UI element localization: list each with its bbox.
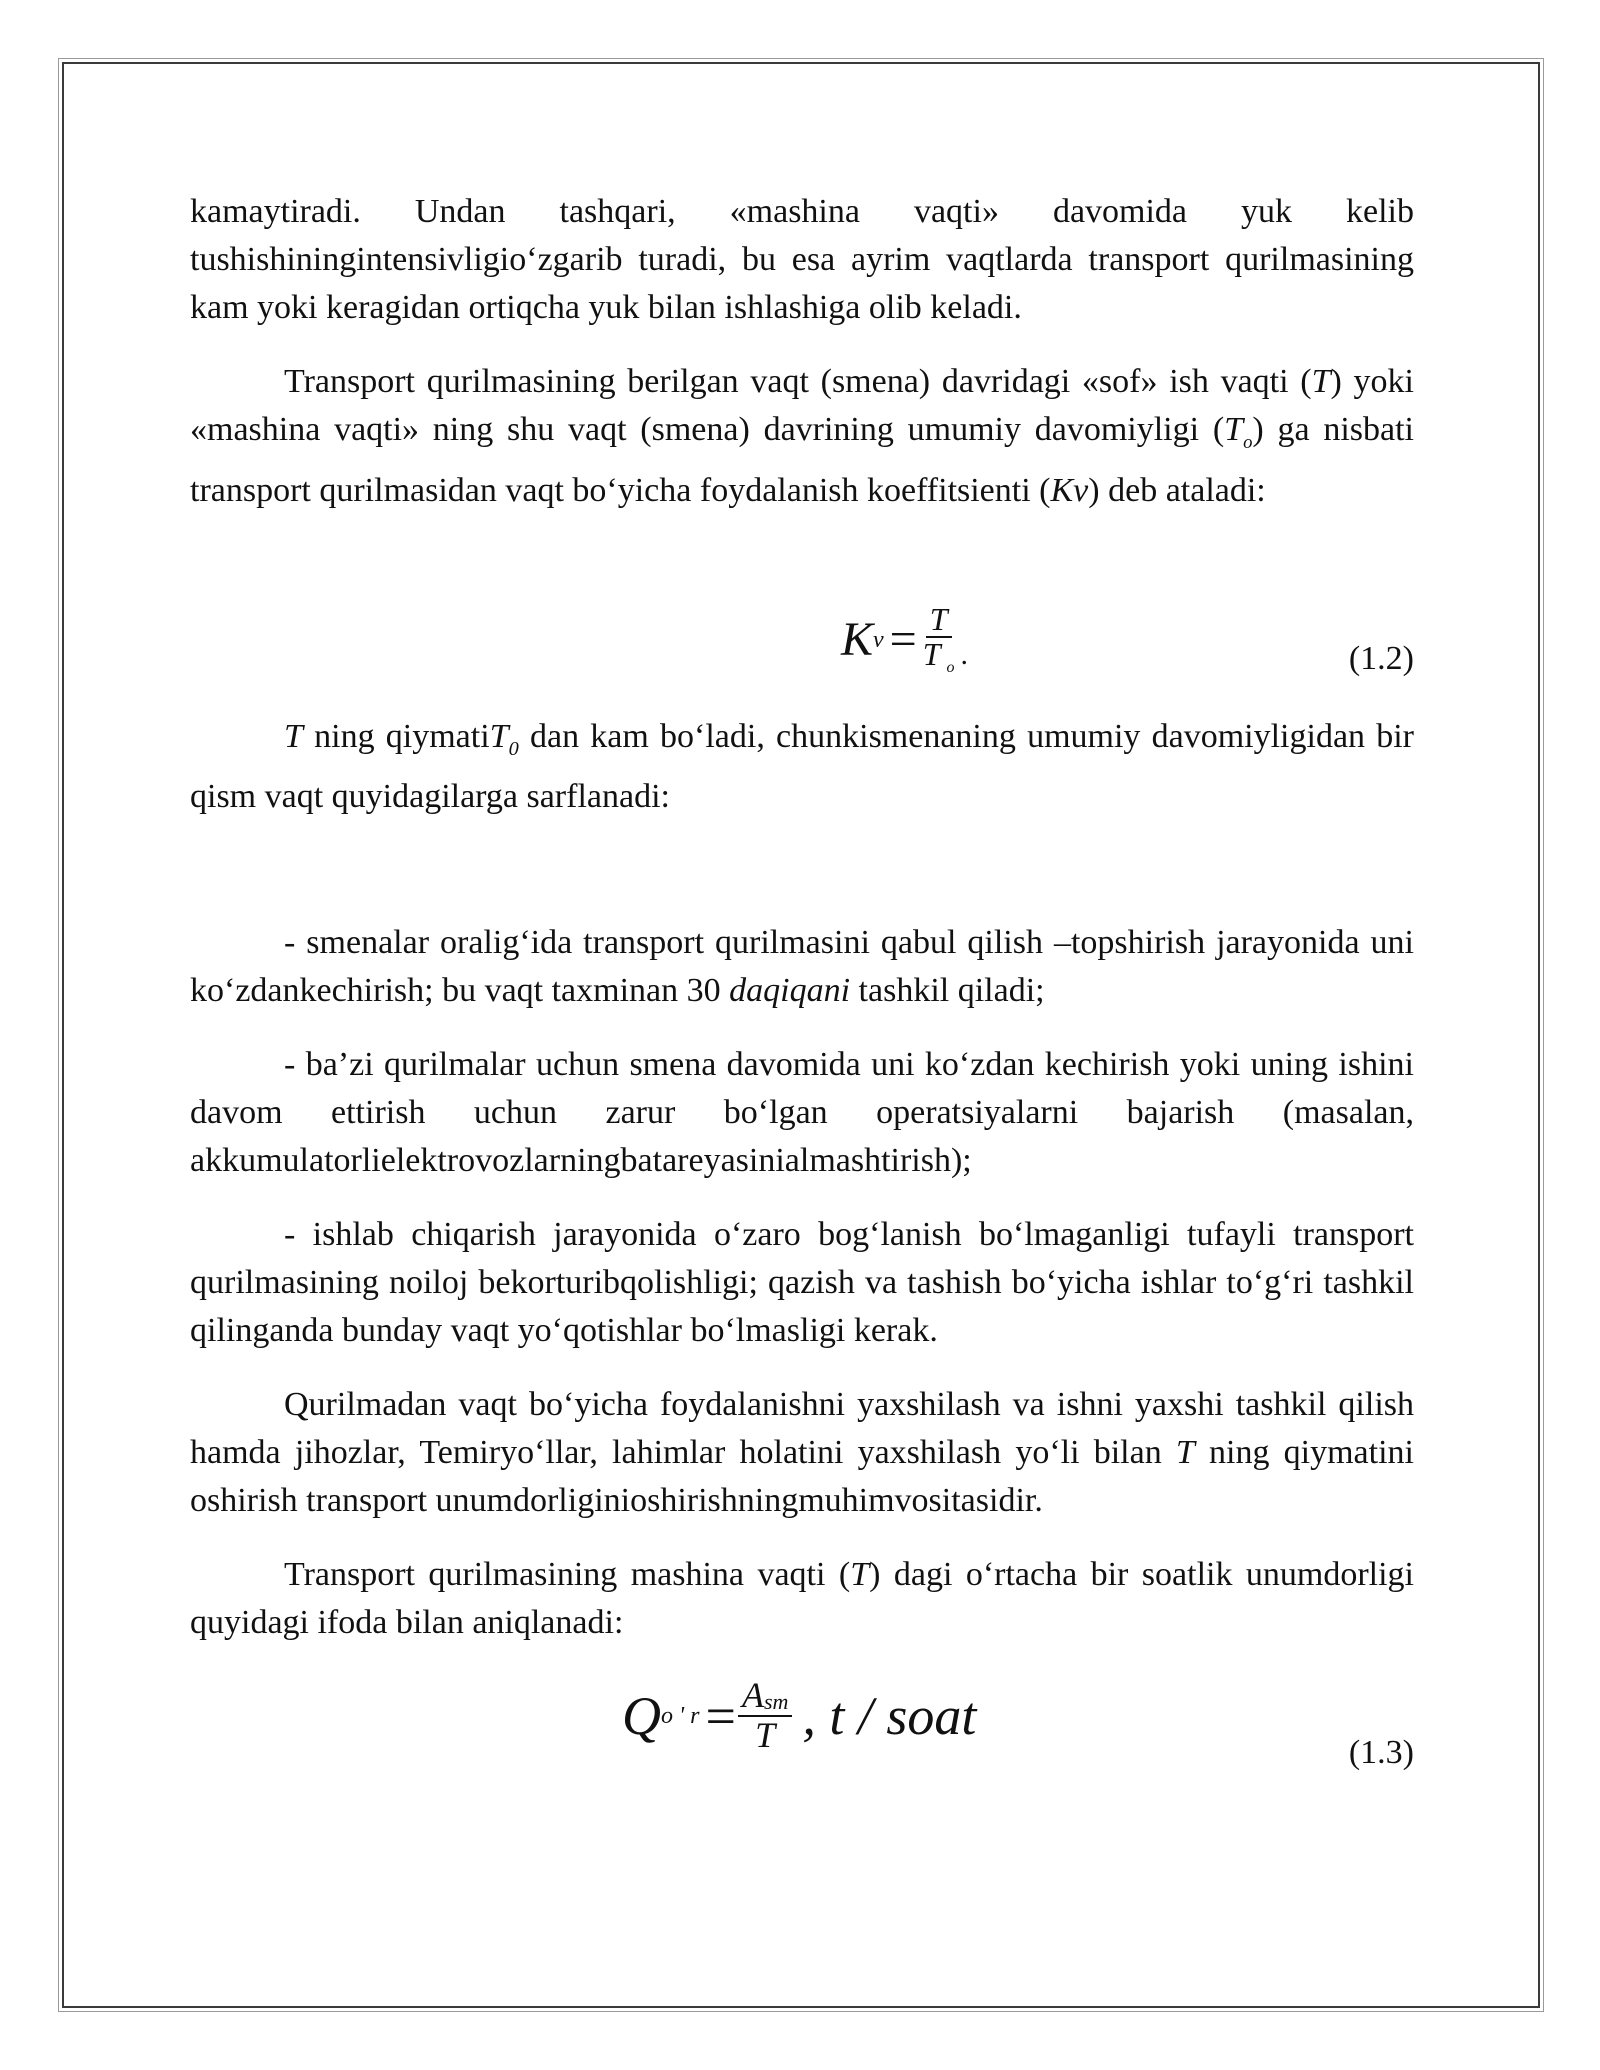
text-span: - smenalar oralig‘ida transport qurilmasini qabul qilish –topshirish jarayonida uni ko‘zdankechirish; bu vaqt taxminan 30 bbox=[190, 923, 1414, 1009]
symbol-subscript: 0 bbox=[508, 737, 519, 760]
formula-equals: = bbox=[705, 1685, 736, 1746]
paragraph-4 bbox=[190, 1381, 1414, 1525]
formula-2-row bbox=[190, 1657, 1414, 1787]
bullet-3: - ishlab chiqarish jarayonida o‘zaro bog‘lanish bo‘lmaganligi tufayli transport qurilmasining noiloj bekorturibqolishligi; qazish va tashish bo‘yicha ishlar to‘g‘ri tashkil qilinganda bunday vaqt yo‘qotishlar bo‘lmasligi kerak. bbox=[190, 1215, 1414, 1349]
text-span: tashkil qiladi; bbox=[850, 971, 1045, 1009]
denominator-subscript: o bbox=[946, 659, 955, 677]
formula-lhs-subscript: v bbox=[873, 626, 884, 653]
symbol-letter: T bbox=[1224, 411, 1244, 448]
text-span: ) deb ataladi: bbox=[1088, 471, 1266, 509]
formula-kv bbox=[841, 585, 968, 695]
formula-lhs-subscript: o ' r bbox=[661, 1702, 700, 1729]
text-span: ning qiymatini oshirish transport unumdorliginioshirishningmuhimvositasidir. bbox=[190, 1433, 1414, 1519]
spacer bbox=[190, 847, 1414, 919]
text-span: ) ga nisbati transport qurilmasidan vaqt bo‘yicha foydalanish koeffitsienti ( bbox=[190, 411, 1415, 509]
denominator-letter: T bbox=[922, 636, 941, 673]
numerator-letter: A bbox=[741, 1674, 764, 1715]
symbol-to bbox=[1224, 411, 1253, 453]
text-span: Transport qurilmasining mashina vaqti ( bbox=[284, 1555, 851, 1593]
formula-period: . bbox=[960, 637, 969, 671]
text-span: ) yoki «mashina vaqti» ning shu vaqt (smena) davrining umumiy davomiyligi ( bbox=[190, 363, 1414, 448]
paragraph-5 bbox=[190, 1551, 1414, 1647]
formula-fraction bbox=[738, 1674, 792, 1755]
text-span: ning qiymati bbox=[302, 717, 490, 755]
symbol-t: T bbox=[850, 1555, 870, 1593]
fraction-denominator bbox=[919, 638, 959, 677]
text-span: Transport qurilmasining berilgan vaqt (smena) davridagi «sof» ish vaqti ( bbox=[284, 363, 1312, 400]
text-span: ) dagi o‘rtacha bir soatlik unumdorligi quyidagi ifoda bilan aniqlanadi: bbox=[190, 1555, 1414, 1641]
paragraph-3 bbox=[190, 713, 1414, 821]
symbol-subscript: o bbox=[1243, 431, 1253, 453]
paragraph-2 bbox=[190, 358, 1414, 515]
bullet-2: - ba’zi qurilmalar uchun smena davomida uni ko‘zdan kechirish yoki uning ishini davom ettirish uchun zarur bo‘lgan operatsiyalarni bajarish (masalan, akkumulatorlielektrovozlarningbatareyasinialmashtirish); bbox=[190, 1045, 1414, 1179]
symbol-t: T bbox=[284, 717, 303, 755]
bullet-1 bbox=[190, 919, 1414, 1015]
document-body bbox=[190, 188, 1414, 1787]
formula-lhs: Q bbox=[622, 1685, 661, 1746]
equation-number-1-2: (1.2) bbox=[1348, 639, 1414, 677]
italic-word: daqiqani bbox=[729, 971, 851, 1009]
formula-1-row bbox=[190, 585, 1414, 705]
formula-equals: = bbox=[889, 612, 917, 666]
formula-unit: , t / soat bbox=[802, 1685, 977, 1746]
symbol-t0 bbox=[489, 717, 519, 760]
formula-q bbox=[622, 1657, 976, 1775]
formula-lhs: K bbox=[841, 612, 874, 666]
equation-number-1-3: (1.3) bbox=[1348, 1733, 1414, 1771]
text-span: Qurilmadan vaqt bo‘yicha foydalanishni yaxshilash va ishni yaxshi tashkil qilish hamda jihozlar, Temiryo‘llar, lahimlar holatini yaxshilash yo‘li bilan bbox=[190, 1385, 1414, 1471]
formula-fraction bbox=[919, 600, 959, 678]
symbol-t: T bbox=[1311, 363, 1331, 400]
numerator-subscript: sm bbox=[763, 1688, 789, 1714]
symbol-letter: T bbox=[489, 717, 509, 755]
fraction-denominator: T bbox=[755, 1714, 776, 1755]
symbol-kv: Kv bbox=[1050, 471, 1089, 509]
text-span: dan kam bo‘ladi, chunkismenaning umumiy davomiyligidan bir qism vaqt quyidagilarga sarflanadi: bbox=[190, 717, 1414, 815]
symbol-t: T bbox=[1175, 1433, 1195, 1471]
fraction-numerator bbox=[738, 1674, 792, 1717]
fraction-numerator: T bbox=[926, 603, 952, 639]
paragraph-1: kamaytiradi. Undan tashqari, «mashina vaqti» davomida yuk kelib tushishiningintensivligio‘zgarib turadi, bu esa ayrim vaqtlarda transport qurilmasining kam yoki keragidan ortiqcha yuk bilan ishlashiga olib keladi. bbox=[190, 193, 1414, 326]
